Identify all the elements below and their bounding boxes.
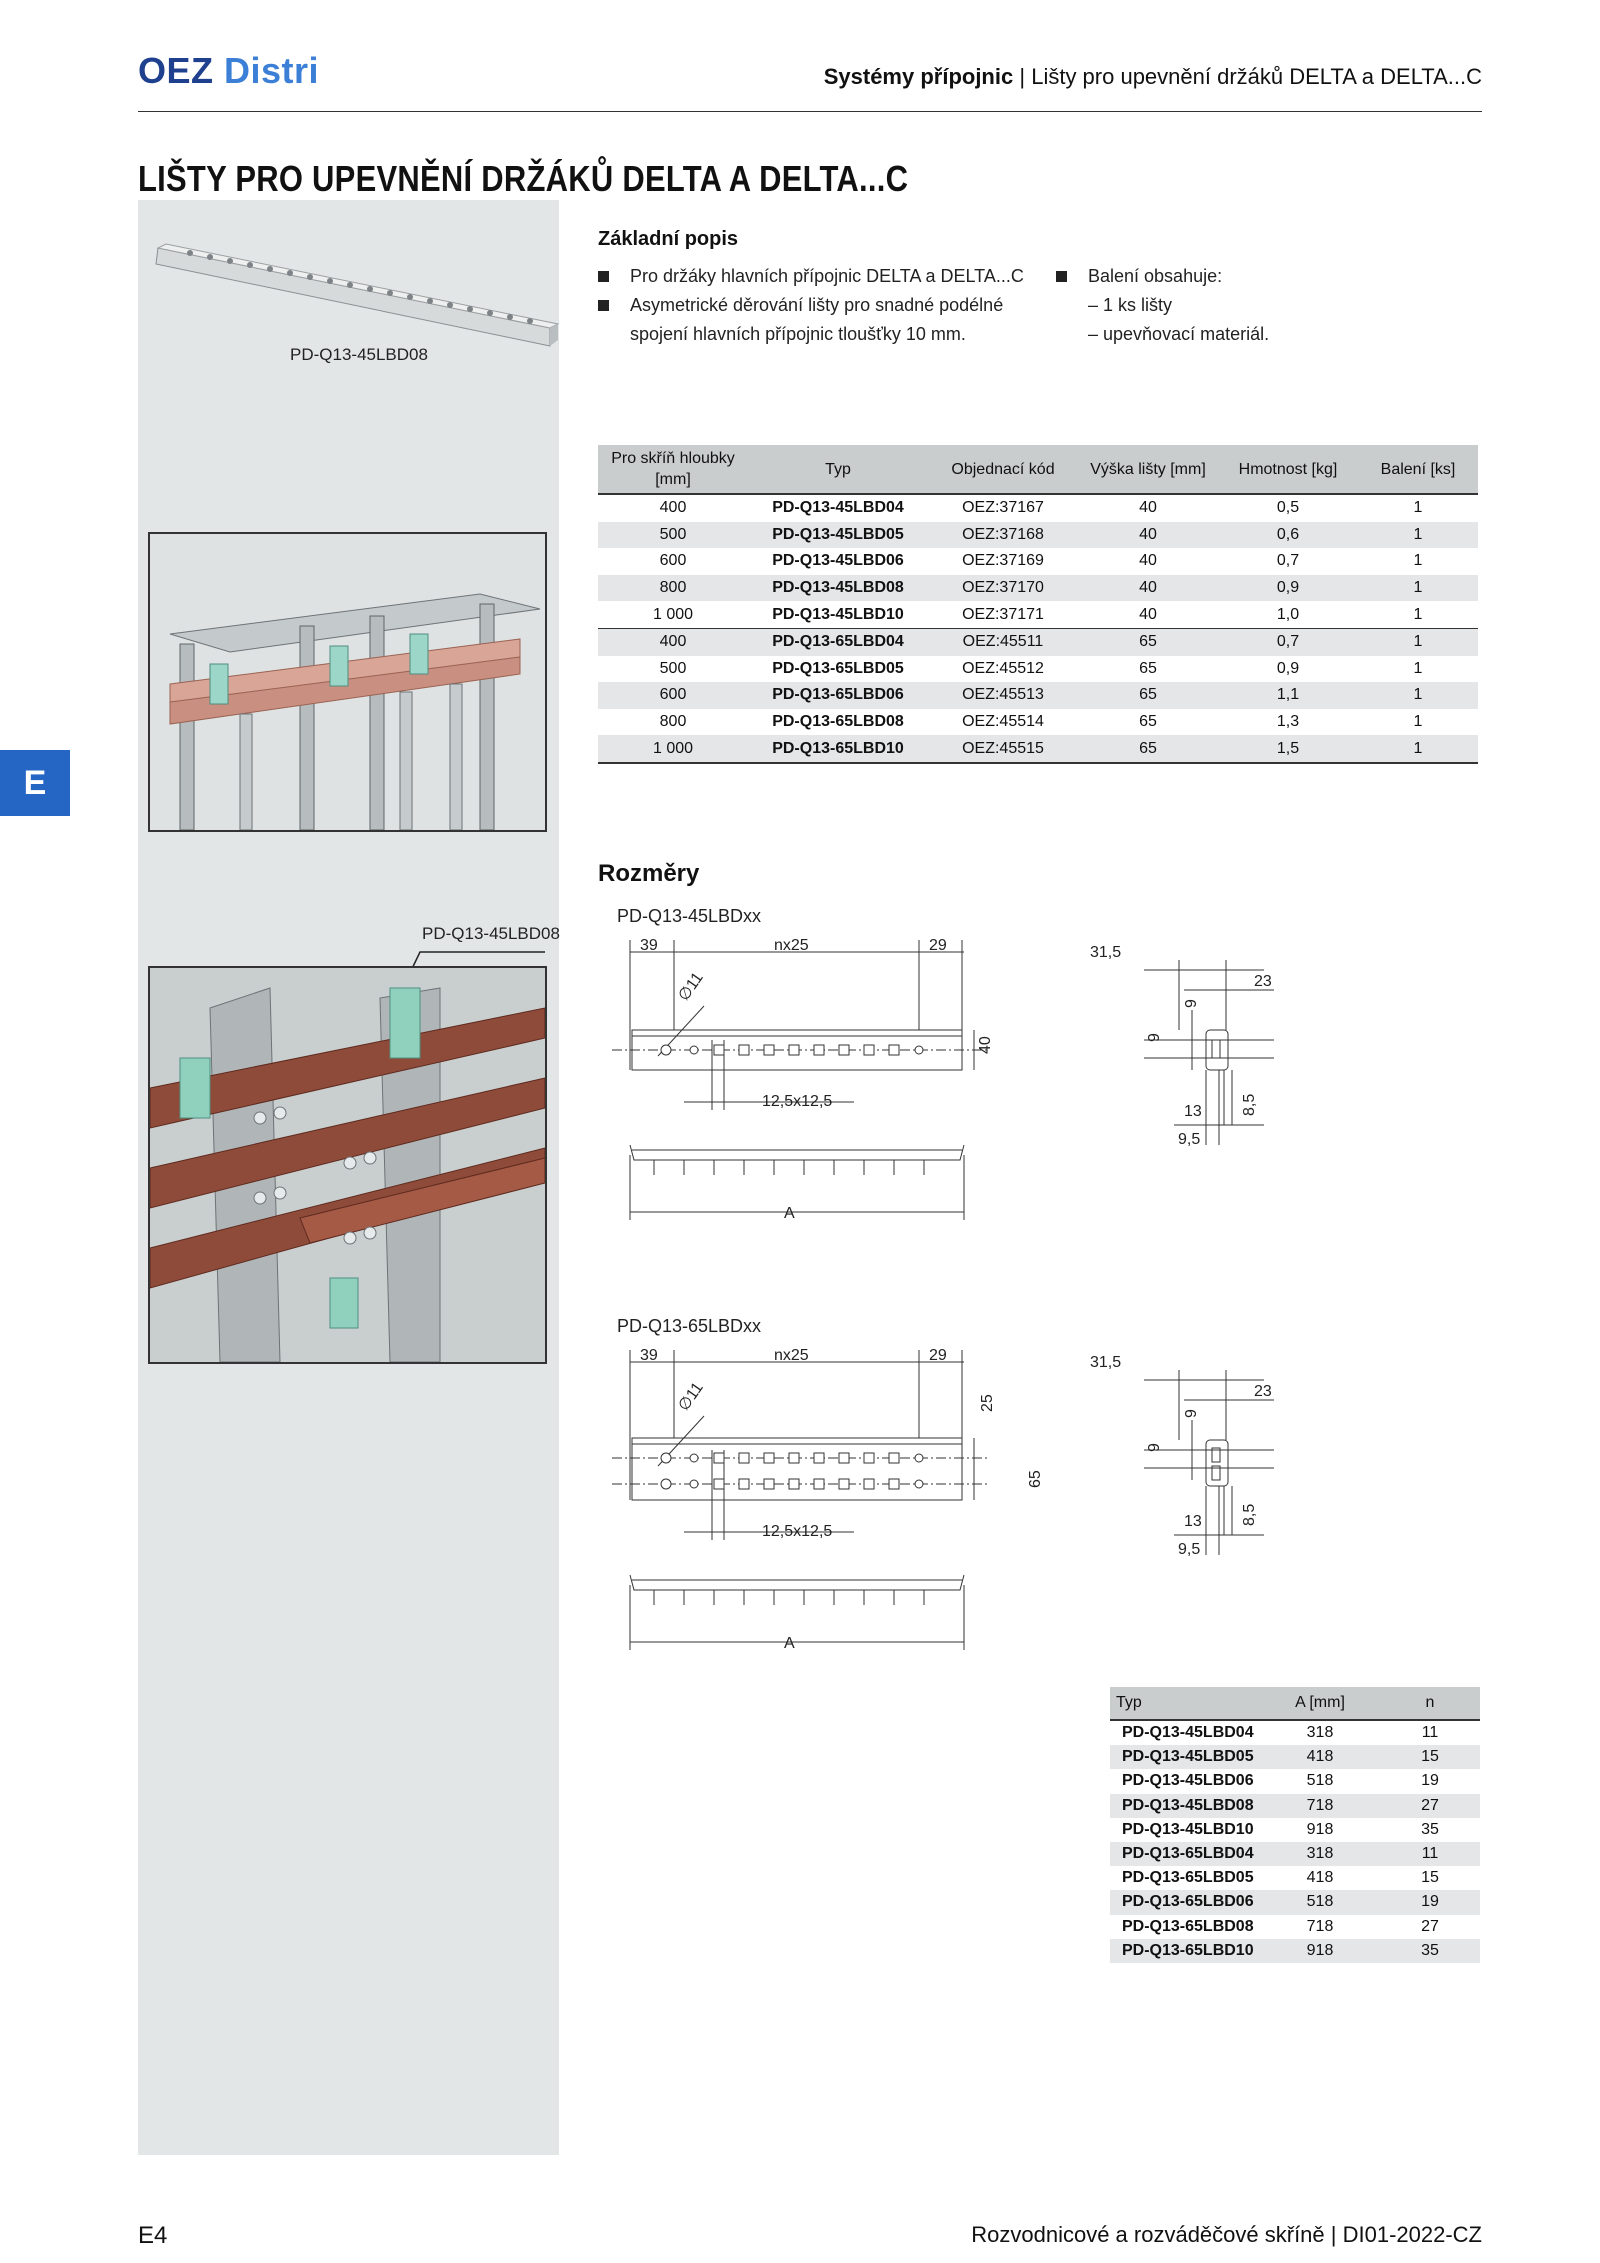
- dim-31-5: 31,5: [1090, 1354, 1122, 1371]
- top-image-caption: PD-Q13-45LBD08: [290, 345, 428, 364]
- dim-9-5: 9,5: [1178, 1541, 1201, 1558]
- dim-9-side: 9: [1146, 1033, 1163, 1042]
- dim-39: 39: [640, 1347, 658, 1364]
- table-row: [598, 656, 1478, 683]
- dim-8-5: 8,5: [1241, 1503, 1258, 1526]
- spec-table-header: [598, 445, 1478, 494]
- table-cell: 400: [659, 499, 687, 517]
- header-divider: [138, 111, 1482, 112]
- rail-45-drawing: [594, 930, 1294, 1260]
- table-row: [598, 575, 1478, 602]
- table-cell: 518: [1260, 1890, 1380, 1914]
- table-cell: 11: [1421, 1724, 1439, 1742]
- table-cell: 1: [1358, 522, 1478, 549]
- page-title: LIŠTY PRO UPEVNĚNÍ DRŽÁKŮ DELTA A DELTA...C: [138, 158, 909, 199]
- description-heading: Základní popis: [598, 228, 739, 250]
- section-tab-e[interactable]: E: [0, 750, 70, 816]
- dim-13: 13: [1184, 1103, 1202, 1120]
- table-cell: PD-Q13-45LBD10: [1122, 1820, 1254, 1838]
- breadcrumb-page: Lišty pro upevnění držáků DELTA a DELTA...C: [1031, 64, 1482, 89]
- table-cell: 0,7: [1276, 552, 1300, 570]
- spec-col-header: Typ: [748, 445, 928, 494]
- table-cell: PD-Q13-65LBD08: [1122, 1917, 1254, 1935]
- dim-31-5: 31,5: [1090, 944, 1122, 961]
- dim-40: 40: [977, 1036, 994, 1054]
- dim-A: A: [784, 1205, 795, 1222]
- table-cell: 0,6: [1218, 522, 1358, 549]
- table-cell: 500: [598, 522, 748, 549]
- table-cell: 40: [1078, 575, 1218, 602]
- table-cell: OEZ:37169: [962, 552, 1044, 570]
- table-cell: OEZ:37171: [962, 605, 1044, 623]
- table-cell: OEZ:37168: [928, 522, 1078, 549]
- table-cell: PD-Q13-65LBD10: [748, 735, 928, 763]
- table-row: [1110, 1915, 1480, 1939]
- table-row: [1110, 1890, 1480, 1914]
- table-row: [1110, 1939, 1480, 1963]
- dim-39: 39: [640, 937, 658, 954]
- table-cell: 65: [1139, 659, 1157, 677]
- dim-25: 25: [979, 1394, 996, 1412]
- table-cell: 400: [598, 628, 748, 655]
- table-cell: 19: [1380, 1890, 1480, 1914]
- table-cell: 40: [1078, 522, 1218, 549]
- logo-distri: Distri: [224, 50, 320, 91]
- cabinet-frame-image: [148, 532, 547, 832]
- dim-hole-diameter: ∅11: [675, 1379, 707, 1415]
- dim-65: 65: [1027, 1470, 1044, 1488]
- dim-29: 29: [929, 1347, 947, 1364]
- table-cell: 65: [1139, 713, 1157, 731]
- table-cell: 65: [1078, 682, 1218, 709]
- table-cell: 1 000: [652, 605, 694, 623]
- bullet-square-icon: [598, 300, 609, 311]
- spec-col-header: Hmotnost [kg]: [1218, 445, 1358, 494]
- table-cell: 27: [1380, 1794, 1480, 1818]
- dim-nx25: nx25: [774, 937, 809, 954]
- bullet-item: Pro držáky hlavních přípojnic DELTA a DELTA...C: [594, 262, 1024, 291]
- table-cell: 1: [1413, 605, 1423, 623]
- dim-9-side: 9: [1146, 1443, 1163, 1452]
- table-cell: 1: [1413, 659, 1423, 677]
- table-cell: PD-Q13-65LBD04: [748, 628, 928, 655]
- table-cell: 19: [1421, 1772, 1439, 1790]
- brand-logo: [138, 50, 319, 92]
- product-spec-table: [598, 445, 1478, 764]
- table-cell: 27: [1421, 1917, 1439, 1935]
- bullet-square-icon: [598, 271, 609, 282]
- table-cell: PD-Q13-65LBD08: [772, 713, 904, 731]
- table-cell: 0,7: [1218, 628, 1358, 655]
- size-col-header: A [mm]: [1260, 1687, 1380, 1720]
- drawing1-label: PD-Q13-45LBDxx: [617, 906, 762, 926]
- table-cell: 1: [1358, 682, 1478, 709]
- dim-slot: 12,5x12,5: [762, 1523, 833, 1540]
- package-list: [1052, 262, 1352, 291]
- table-cell: 918: [1260, 1939, 1380, 1963]
- table-cell: 15: [1421, 1869, 1439, 1887]
- breadcrumb: [824, 64, 1482, 90]
- table-cell: 40: [1139, 605, 1157, 623]
- table-cell: PD-Q13-65LBD05: [772, 659, 904, 677]
- page-number: E4: [138, 2222, 168, 2249]
- table-row: [598, 682, 1478, 709]
- document-title: Rozvodnicové a rozváděčové skříně | DI01-2022-CZ: [971, 2222, 1482, 2247]
- table-cell: 318: [1306, 1724, 1334, 1742]
- table-cell: 1: [1358, 575, 1478, 602]
- rail-65-drawing: [594, 1340, 1294, 1670]
- table-cell: 600: [659, 552, 687, 570]
- dim-23: 23: [1254, 1383, 1272, 1400]
- bottom-image-caption: PD-Q13-45LBD08: [422, 924, 560, 943]
- table-cell: PD-Q13-45LBD04: [1122, 1724, 1254, 1742]
- table-cell: 1: [1358, 735, 1478, 763]
- table-cell: 800: [659, 713, 687, 731]
- table-cell: 40: [1139, 552, 1157, 570]
- table-cell: 500: [659, 659, 687, 677]
- table-row: [598, 522, 1478, 549]
- dim-slot: 12,5x12,5: [762, 1093, 833, 1110]
- table-cell: 0,9: [1276, 659, 1300, 677]
- dim-13: 13: [1184, 1513, 1202, 1530]
- table-cell: 600: [598, 682, 748, 709]
- table-cell: PD-Q13-45LBD08: [748, 575, 928, 602]
- table-cell: OEZ:45515: [928, 735, 1078, 763]
- table-row: [598, 628, 1478, 655]
- dim-9-5: 9,5: [1178, 1131, 1201, 1148]
- size-col-header: Typ: [1110, 1687, 1260, 1720]
- table-cell: OEZ:45513: [928, 682, 1078, 709]
- dimensions-heading: Rozměry: [598, 860, 700, 887]
- table-cell: 718: [1306, 1917, 1334, 1935]
- table-row: [1110, 1818, 1480, 1842]
- table-cell: PD-Q13-65LBD05: [1122, 1869, 1254, 1887]
- table-cell: 40: [1139, 499, 1157, 517]
- table-cell: 15: [1380, 1745, 1480, 1769]
- size-col-header: n: [1380, 1687, 1480, 1720]
- rail-product-image: [150, 228, 560, 348]
- table-cell: PD-Q13-45LBD06: [772, 552, 904, 570]
- table-row: [598, 601, 1478, 628]
- bullet-item: Asymetrické děrování lišty pro snadné podélné spojení hlavních přípojnic tloušťky 10 mm.: [594, 291, 1024, 349]
- table-cell: 1,5: [1218, 735, 1358, 763]
- table-cell: 0,5: [1276, 499, 1300, 517]
- table-cell: 1 000: [598, 735, 748, 763]
- table-row: [598, 548, 1478, 575]
- table-cell: PD-Q13-45LBD10: [772, 605, 904, 623]
- table-row: [1110, 1842, 1480, 1866]
- table-cell: OEZ:37167: [962, 499, 1044, 517]
- table-cell: 800: [598, 575, 748, 602]
- table-cell: PD-Q13-45LBD08: [1110, 1794, 1260, 1818]
- table-cell: 65: [1078, 628, 1218, 655]
- dim-29: 29: [929, 937, 947, 954]
- table-cell: PD-Q13-45LBD05: [1110, 1745, 1260, 1769]
- table-cell: 418: [1260, 1745, 1380, 1769]
- dim-nx25: nx25: [774, 1347, 809, 1364]
- size-table: [1110, 1687, 1480, 1963]
- table-cell: OEZ:37170: [928, 575, 1078, 602]
- table-cell: PD-Q13-65LBD10: [1110, 1939, 1260, 1963]
- table-cell: OEZ:45514: [962, 713, 1044, 731]
- spec-col-header: Objednací kód: [928, 445, 1078, 494]
- table-cell: 0,9: [1218, 575, 1358, 602]
- spec-col-header: Výška lišty [mm]: [1078, 445, 1218, 494]
- table-cell: 11: [1380, 1842, 1480, 1866]
- dim-9-top: 9: [1183, 999, 1200, 1008]
- table-cell: 918: [1306, 1820, 1334, 1838]
- table-cell: OEZ:45512: [962, 659, 1044, 677]
- drawing2-label: PD-Q13-65LBDxx: [617, 1316, 762, 1336]
- table-cell: PD-Q13-65LBD04: [1110, 1842, 1260, 1866]
- size-table-header: [1110, 1687, 1480, 1720]
- breadcrumb-section: Systémy přípojnic: [823, 64, 1014, 89]
- logo-oez: OEZ: [138, 50, 214, 91]
- dim-hole-diameter: ∅11: [675, 969, 707, 1005]
- table-cell: 1,1: [1218, 682, 1358, 709]
- bullet-item: Balení obsahuje:: [1052, 262, 1352, 291]
- table-row: [1110, 1794, 1480, 1818]
- table-cell: 418: [1306, 1869, 1334, 1887]
- table-cell: 1: [1413, 713, 1423, 731]
- table-cell: PD-Q13-65LBD06: [1110, 1890, 1260, 1914]
- table-cell: 1,3: [1276, 713, 1300, 731]
- dim-9-top: 9: [1183, 1409, 1200, 1418]
- table-cell: PD-Q13-45LBD06: [1122, 1772, 1254, 1790]
- table-row: [1110, 1745, 1480, 1769]
- table-cell: PD-Q13-45LBD04: [772, 499, 904, 517]
- table-row: [598, 709, 1478, 736]
- table-cell: OEZ:45511: [928, 628, 1078, 655]
- table-cell: 1: [1413, 499, 1423, 517]
- spec-col-header: Balení [ks]: [1358, 445, 1478, 494]
- table-cell: 318: [1260, 1842, 1380, 1866]
- table-row: [598, 735, 1478, 763]
- package-item: – upevňovací materiál.: [1088, 324, 1270, 344]
- bullet-square-icon: [1056, 271, 1067, 282]
- table-cell: 718: [1260, 1794, 1380, 1818]
- table-cell: 1: [1358, 628, 1478, 655]
- table-cell: 35: [1380, 1939, 1480, 1963]
- table-row: [1110, 1866, 1480, 1890]
- table-row: [1110, 1769, 1480, 1793]
- table-cell: 65: [1078, 735, 1218, 763]
- dim-23: 23: [1254, 973, 1272, 990]
- package-item: – 1 ks lišty: [1088, 295, 1173, 315]
- table-row: [1110, 1720, 1480, 1745]
- description-bullets: [594, 262, 1024, 349]
- table-cell: 518: [1306, 1772, 1334, 1790]
- spec-col-header: Pro skříň hloubky [mm]: [598, 445, 748, 494]
- dim-A: A: [784, 1635, 795, 1652]
- table-cell: 1: [1413, 552, 1423, 570]
- table-cell: PD-Q13-45LBD05: [748, 522, 928, 549]
- table-cell: 35: [1421, 1820, 1439, 1838]
- breadcrumb-separator: |: [1019, 64, 1026, 89]
- busbar-detail-image: [148, 966, 547, 1364]
- table-cell: PD-Q13-65LBD06: [748, 682, 928, 709]
- table-cell: 1,0: [1276, 605, 1300, 623]
- dim-8-5: 8,5: [1241, 1093, 1258, 1116]
- table-row: [598, 494, 1478, 522]
